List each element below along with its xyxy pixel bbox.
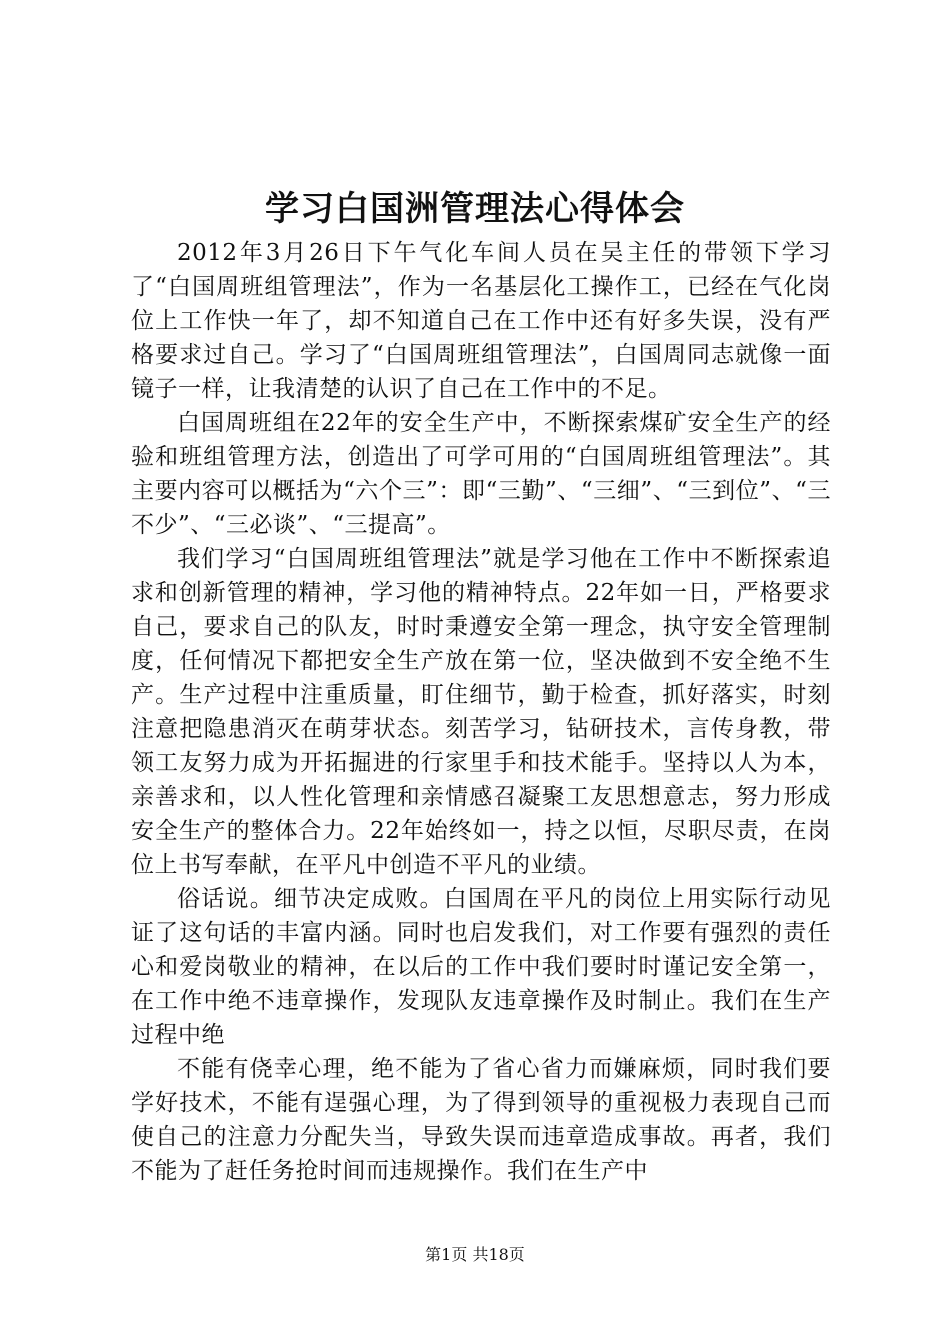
document-body	[131, 236, 831, 1188]
paragraph-1: 2012年3月26日下午气化车间人员在吴主任的带领下学习了“白国周班组管理法”，作为一名基层化工操作工，已经在气化岗位上工作快一年了，却不知道自己在工作中还有好多失误，没有严格要求过自己。学习了“白国周班组管理法”，白国周同志就像一面镜子一样，让我清楚的认识了自己在工作中的不足。	[131, 240, 831, 402]
paragraph-2: 白国周班组在22年的安全生产中，不断探索煤矿安全生产的经验和班组管理方法，创造出了可学可用的“白国周班组管理法”。其主要内容可以概括为“六个三”：即“三勤”、“三细”、“三到位”、“三不少”、“三必谈”、“三提高”。	[131, 410, 831, 538]
document-title: 学习白国洲管理法心得体会	[265, 189, 685, 229]
paragraph-3: 我们学习“白国周班组管理法”就是学习他在工作中不断探索追求和创新管理的精神，学习他的精神特点。22年如一日，严格要求自己，要求自己的队友，时时秉遵安全第一理念，执守安全管理制度，任何情况下都把安全生产放在第一位，坚决做到不安全绝不生产。生产过程中注重质量，盯住细节，勤于检查，抓好落实，时刻注意把隐患消灭在萌芽状态。刻苦学习，钻研技术，言传身教，带领工友努力成为开拓掘进的行家里手和技术能手。坚持以人为本，亲善求和，以人性化管理和亲情感召凝聚工友思想意志，努力形成安全生产的整体合力。22年始终如一，持之以恒，尽职尽责，在岗位上书写奉献，在平凡中创造不平凡的业绩。	[131, 546, 831, 878]
paragraph-4: 俗话说。细节决定成败。白国周在平凡的岗位上用实际行动见证了这句话的丰富内涵。同时也启发我们，对工作要有强烈的责任心和爱岗敬业的精神，在以后的工作中我们要时时谨记安全第一，在工作中绝不违章操作，发现队友违章操作及时制止。我们在生产过程中绝	[131, 886, 831, 1048]
paragraph-5: 不能有侥幸心理，绝不能为了省心省力而嫌麻烦，同时我们要学好技术，不能有逞强心理，为了得到领导的重视极力表现自己而使自己的注意力分配失当，导致失误而违章造成事故。再者，我们不能为了赶任务抢时间而违规操作。我们在生产中	[131, 1056, 831, 1184]
page-footer: 第1页 共18页	[425, 1245, 525, 1264]
